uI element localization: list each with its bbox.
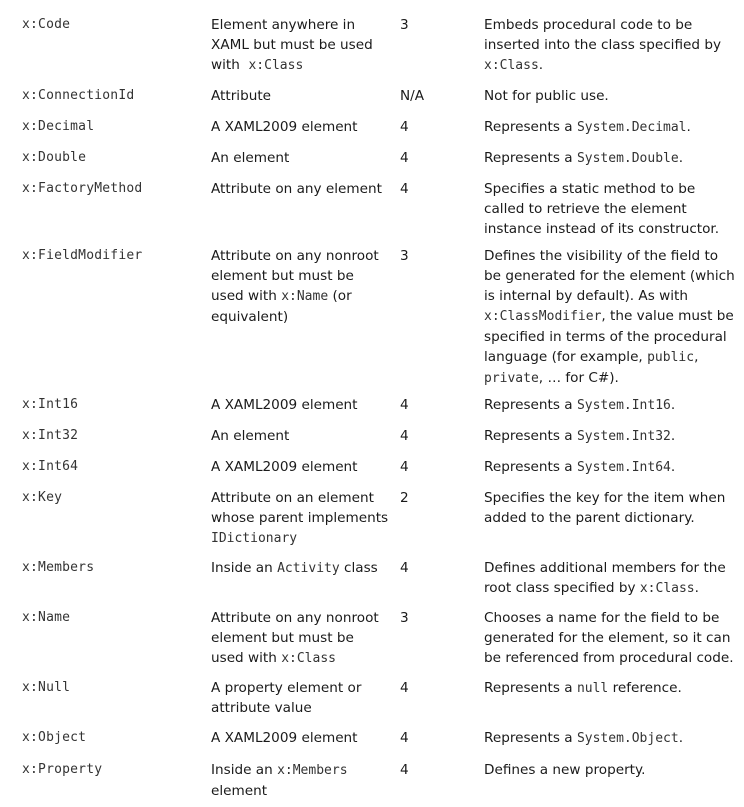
meaning-cell — [484, 608, 736, 668]
keyword-name: x:Key — [22, 490, 63, 505]
keyword-name: x:ConnectionId — [22, 88, 135, 103]
text-span: class — [339, 560, 378, 576]
text-span: . — [678, 150, 684, 166]
meaning-cell — [484, 15, 736, 76]
keyword-name: x:Property — [22, 762, 103, 777]
keyword-name: x:Code — [22, 17, 71, 32]
text-span: Represents a — [484, 119, 577, 135]
text-span: Attribute on any element — [211, 181, 382, 197]
version-cell: N/A — [400, 88, 425, 104]
usage-cell — [211, 15, 389, 76]
code-span: x:Members — [277, 763, 348, 778]
usage-cell — [211, 426, 389, 446]
keyword-name: x:Int64 — [22, 459, 79, 474]
usage-cell — [211, 457, 389, 477]
code-span: System.Double — [576, 151, 679, 166]
version-cell: 3 — [400, 17, 409, 33]
version-cell: 4 — [400, 730, 409, 746]
code-span: System.Int64 — [576, 460, 671, 475]
meaning-cell — [484, 457, 736, 478]
code-span: x:Class — [484, 58, 539, 73]
usage-cell — [211, 678, 389, 718]
text-span: A XAML2009 element — [211, 459, 358, 475]
text-span: A XAML2009 element — [211, 730, 358, 746]
text-span: Attribute on any nonroot element but must be used with — [211, 610, 384, 666]
usage-cell — [211, 488, 393, 549]
text-span: (or equivalent) — [211, 288, 357, 325]
version-cell: 3 — [400, 248, 409, 264]
text-span: , the value must be specified in terms of the procedural language (for example, — [484, 308, 739, 365]
usage-cell — [211, 395, 389, 415]
keyword-name: x:Name — [22, 610, 71, 625]
version-cell: 4 — [400, 459, 409, 475]
code-span: x:ClassModifier — [484, 309, 602, 324]
text-span: An element — [211, 428, 290, 444]
version-cell: 4 — [400, 150, 409, 166]
meaning-cell — [484, 179, 736, 239]
code-span: x:Name — [281, 289, 329, 304]
version-cell: 4 — [400, 397, 409, 413]
code-span: IDictionary — [211, 531, 298, 546]
meaning-cell — [484, 488, 736, 528]
usage-cell — [211, 608, 389, 669]
text-span: element — [211, 762, 352, 799]
code-span: System.Int16 — [576, 398, 671, 413]
version-cell: 4 — [400, 119, 409, 135]
usage-cell — [211, 179, 389, 199]
text-span: . — [694, 580, 699, 596]
text-span: . — [686, 119, 691, 135]
usage-cell — [211, 246, 389, 327]
meaning-cell — [484, 148, 736, 169]
keyword-name: x:Decimal — [22, 119, 95, 134]
text-span: Element anywhere in XAML but must be used with — [211, 17, 378, 73]
usage-cell — [211, 558, 389, 579]
meaning-cell — [484, 728, 736, 749]
code-span: System.Int32 — [576, 429, 671, 444]
meaning-cell — [484, 246, 740, 389]
text-span: Defines a new property. — [484, 762, 646, 778]
text-span: , … for C#). — [538, 370, 619, 386]
version-cell: 3 — [400, 610, 409, 626]
text-span: reference. — [608, 680, 682, 696]
text-span: A XAML2009 element — [211, 397, 358, 413]
text-span: Inside an — [211, 762, 278, 778]
text-span: Represents a — [484, 459, 577, 475]
text-span: Represents a — [484, 680, 577, 696]
text-span: Embeds procedural code to be inserted into the class specified by — [484, 17, 726, 53]
code-span: x:Class — [248, 58, 304, 73]
text-span: . — [670, 397, 676, 413]
code-span: x:Class — [639, 581, 695, 596]
meaning-cell — [484, 760, 736, 780]
version-cell: 4 — [400, 428, 409, 444]
text-span: Inside an — [211, 560, 278, 576]
text-span: Defines the visibility of the field to be generated for the element (which is internal by default). As with — [484, 248, 740, 304]
code-span: Activity — [277, 561, 340, 576]
code-span: x:Class — [281, 651, 336, 666]
meaning-cell — [484, 86, 736, 106]
code-span: System.Object — [576, 731, 679, 746]
usage-cell — [211, 728, 389, 748]
version-cell: 4 — [400, 762, 409, 778]
meaning-cell — [484, 558, 736, 599]
code-span: private — [484, 371, 539, 386]
meaning-cell — [484, 117, 736, 138]
keyword-name: x:FieldModifier — [22, 248, 143, 263]
text-span: Attribute on an element whose parent implements — [211, 490, 393, 526]
text-span: Specifies a static method to be called to retrieve the element instance instead of its constructor. — [484, 181, 720, 237]
text-span: Represents a — [484, 150, 577, 166]
code-span: System.Decimal — [576, 120, 687, 135]
keyword-name: x:Int16 — [22, 397, 79, 412]
text-span: Attribute on any nonroot element but must be used with — [211, 248, 384, 304]
keyword-name: x:Double — [22, 150, 87, 165]
keyword-name: x:FactoryMethod — [22, 181, 143, 196]
text-span: Not for public use. — [484, 88, 609, 104]
version-cell: 2 — [400, 490, 409, 506]
usage-cell — [211, 760, 389, 801]
text-span: Represents a — [484, 730, 577, 746]
text-span: Specifies the key for the item when added to the parent dictionary. — [484, 490, 730, 526]
text-span: Represents a — [484, 397, 577, 413]
version-cell: 4 — [400, 181, 409, 197]
meaning-cell — [484, 426, 736, 447]
meaning-cell — [484, 678, 736, 699]
code-span: null — [576, 681, 609, 696]
text-span: Attribute — [211, 88, 272, 104]
usage-cell — [211, 148, 389, 168]
keyword-name: x:Int32 — [22, 428, 79, 443]
text-span: . — [670, 428, 676, 444]
usage-cell — [211, 86, 389, 106]
text-span: Defines additional members for the root class specified by — [484, 560, 731, 596]
keyword-name: x:Members — [22, 560, 95, 575]
code-span: public — [647, 350, 695, 365]
text-span: Chooses a name for the field to be generated for the element, so it can be referenced from procedural code. — [484, 610, 735, 666]
meaning-cell — [484, 395, 736, 416]
text-span: A XAML2009 element — [211, 119, 358, 135]
text-span: . — [538, 57, 544, 73]
text-span: An element — [211, 150, 290, 166]
version-cell: 4 — [400, 560, 409, 576]
keyword-name: x:Null — [22, 680, 71, 695]
text-span: Represents a — [484, 428, 577, 444]
text-span: . — [670, 459, 676, 475]
text-span: A property element or attribute value — [211, 680, 366, 716]
text-span: . — [678, 730, 684, 746]
version-cell: 4 — [400, 680, 409, 696]
text-span: , — [694, 349, 703, 365]
usage-cell — [211, 117, 389, 137]
keyword-name: x:Object — [22, 730, 87, 745]
